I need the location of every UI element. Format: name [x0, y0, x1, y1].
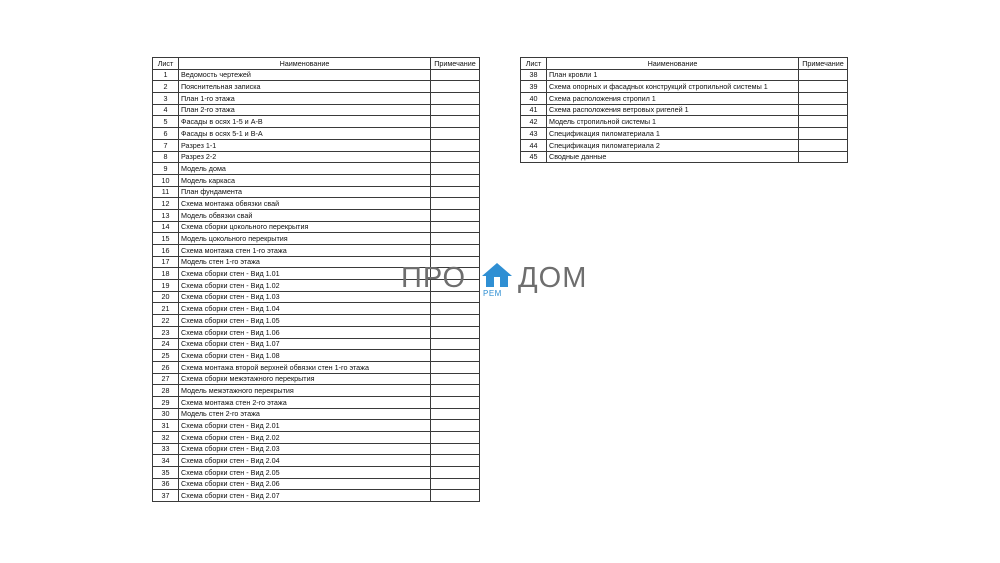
table-row [153, 69, 480, 81]
sheet-name-cell: Ведомость чертежей [179, 69, 431, 81]
sheet-note-cell [431, 221, 480, 233]
table-row [153, 490, 480, 502]
sheet-number-cell: 3 [153, 93, 179, 105]
sheet-number-cell: 33 [153, 443, 179, 455]
table-row [153, 326, 480, 338]
sheet-number-cell: 37 [153, 490, 179, 502]
sheet-name-cell: Разрез 1-1 [179, 139, 431, 151]
sheet-note-cell [799, 104, 848, 116]
header-name: Наименование [179, 58, 431, 70]
sheet-note-cell [431, 209, 480, 221]
sheet-name-cell: Схема сборки стен - Вид 1.02 [179, 280, 431, 292]
table-row [153, 350, 480, 362]
table-body-right [521, 69, 848, 163]
table-row [153, 432, 480, 444]
table-row [153, 245, 480, 257]
sheet-number-cell: 35 [153, 467, 179, 479]
sheet-name-cell: Схема сборки стен - Вид 2.02 [179, 432, 431, 444]
table-row [153, 104, 480, 116]
sheet-note-cell [431, 443, 480, 455]
sheet-number-cell: 39 [521, 81, 547, 93]
table-row [153, 233, 480, 245]
logo-text-left: ПРО [401, 262, 467, 294]
sheet-name-cell: Схема сборки стен - Вид 2.03 [179, 443, 431, 455]
sheet-name-cell: Схема опорных и фасадных конструкций стропильной системы 1 [547, 81, 799, 93]
sheet-note-cell [431, 303, 480, 315]
sheet-name-cell: Пояснительная записка [179, 81, 431, 93]
sheet-note-cell [431, 350, 480, 362]
sheet-name-cell: Модель обвязки свай [179, 209, 431, 221]
table-row [153, 338, 480, 350]
table-row [153, 315, 480, 327]
sheet-note-cell [431, 315, 480, 327]
sheet-number-cell: 30 [153, 408, 179, 420]
sheet-name-cell: Схема монтажа обвязки свай [179, 198, 431, 210]
sheet-note-cell [431, 104, 480, 116]
header-name: Наименование [547, 58, 799, 70]
sheet-number-cell: 23 [153, 326, 179, 338]
header-sheet: Лист [153, 58, 179, 70]
table-row [153, 443, 480, 455]
table-row [521, 116, 848, 128]
sheet-name-cell: Схема сборки стен - Вид 1.03 [179, 291, 431, 303]
sheet-number-cell: 31 [153, 420, 179, 432]
sheet-number-cell: 11 [153, 186, 179, 198]
sheet-name-cell: Схема сборки стен - Вид 2.06 [179, 478, 431, 490]
sheet-name-cell: Схема сборки стен - Вид 2.04 [179, 455, 431, 467]
sheet-name-cell: План кровли 1 [547, 69, 799, 81]
sheet-name-cell: Фасады в осях 1-5 и А-В [179, 116, 431, 128]
sheet-note-cell [431, 385, 480, 397]
sheet-number-cell: 13 [153, 209, 179, 221]
sheet-number-cell: 34 [153, 455, 179, 467]
sheet-number-cell: 44 [521, 139, 547, 151]
sheet-name-cell: Схема сборки стен - Вид 2.07 [179, 490, 431, 502]
sheet-number-cell: 24 [153, 338, 179, 350]
header-note: Примечание [431, 58, 480, 70]
table-header-row [521, 58, 848, 70]
sheet-name-cell: Схема сборки стен - Вид 1.04 [179, 303, 431, 315]
sheet-number-cell: 10 [153, 174, 179, 186]
sheet-name-cell: Схема сборки стен - Вид 1.07 [179, 338, 431, 350]
sheet-note-cell [799, 151, 848, 163]
sheet-name-cell: Схема монтажа второй верхней обвязки стен 1-го этажа [179, 361, 431, 373]
sheet-note-cell [431, 116, 480, 128]
sheet-note-cell [431, 408, 480, 420]
sheet-name-cell: Схема расположения ветровых ригелей 1 [547, 104, 799, 116]
sheet-number-cell: 15 [153, 233, 179, 245]
sheet-name-cell: Разрез 2-2 [179, 151, 431, 163]
sheet-note-cell [799, 139, 848, 151]
sheet-name-cell: Схема сборки стен - Вид 2.01 [179, 420, 431, 432]
table-row [153, 93, 480, 105]
table-row [153, 151, 480, 163]
sheet-number-cell: 1 [153, 69, 179, 81]
sheet-name-cell: Модель стропильной системы 1 [547, 116, 799, 128]
sheet-name-cell: Спецификация пиломатериала 2 [547, 139, 799, 151]
house-icon [481, 262, 513, 288]
sheet-note-cell [799, 93, 848, 105]
sheet-name-cell: План 1-го этажа [179, 93, 431, 105]
sheet-number-cell: 9 [153, 163, 179, 175]
sheet-note-cell [431, 455, 480, 467]
sheet-number-cell: 38 [521, 69, 547, 81]
sheet-note-cell [431, 338, 480, 350]
table-row [521, 81, 848, 93]
sheet-note-cell [431, 245, 480, 257]
header-sheet: Лист [521, 58, 547, 70]
sheet-number-cell: 18 [153, 268, 179, 280]
sheet-name-cell: Схема сборки стен - Вид 2.05 [179, 467, 431, 479]
sheet-number-cell: 2 [153, 81, 179, 93]
sheet-number-cell: 4 [153, 104, 179, 116]
sheet-name-cell: Схема сборки межэтажного перекрытия [179, 373, 431, 385]
sheet-name-cell: Схема сборки стен - Вид 1.05 [179, 315, 431, 327]
sheet-number-cell: 21 [153, 303, 179, 315]
sheet-note-cell [431, 326, 480, 338]
sheet-number-cell: 43 [521, 128, 547, 140]
table-row [153, 198, 480, 210]
table-row [153, 128, 480, 140]
sheet-name-cell: Спецификация пиломатериала 1 [547, 128, 799, 140]
sheet-name-cell: План 2-го этажа [179, 104, 431, 116]
sheet-name-cell: Схема монтажа стен 1-го этажа [179, 245, 431, 257]
table-row [521, 93, 848, 105]
sheet-name-cell: Модель дома [179, 163, 431, 175]
drawing-list-table-right [520, 57, 848, 163]
sheet-note-cell [431, 420, 480, 432]
logo-text-right: ДОМ [518, 262, 588, 294]
table-row [153, 116, 480, 128]
sheet-number-cell: 32 [153, 432, 179, 444]
sheet-number-cell: 19 [153, 280, 179, 292]
table-row [153, 139, 480, 151]
sheet-note-cell [431, 467, 480, 479]
sheet-name-cell: Схема сборки цокольного перекрытия [179, 221, 431, 233]
sheet-number-cell: 17 [153, 256, 179, 268]
sheet-name-cell: Схема сборки стен - Вид 1.06 [179, 326, 431, 338]
table-header-row [153, 58, 480, 70]
sheet-number-cell: 5 [153, 116, 179, 128]
sheet-number-cell: 27 [153, 373, 179, 385]
sheet-note-cell [431, 93, 480, 105]
sheet-number-cell: 8 [153, 151, 179, 163]
sheet-number-cell: 7 [153, 139, 179, 151]
sheet-number-cell: 14 [153, 221, 179, 233]
sheet-number-cell: 6 [153, 128, 179, 140]
sheet-number-cell: 42 [521, 116, 547, 128]
sheet-note-cell [431, 139, 480, 151]
sheet-number-cell: 12 [153, 198, 179, 210]
sheet-name-cell: Модель каркаса [179, 174, 431, 186]
sheet-name-cell: Сводные данные [547, 151, 799, 163]
sheet-number-cell: 29 [153, 396, 179, 408]
sheet-note-cell [431, 490, 480, 502]
sheet-name-cell: Модель цокольного перекрытия [179, 233, 431, 245]
sheet-number-cell: 45 [521, 151, 547, 163]
sheet-number-cell: 16 [153, 245, 179, 257]
sheet-note-cell [799, 69, 848, 81]
logo-subtext: РЕМ [483, 289, 502, 298]
table-row [153, 163, 480, 175]
sheet-note-cell [799, 116, 848, 128]
table-row [153, 209, 480, 221]
sheet-note-cell [431, 361, 480, 373]
table-row [153, 385, 480, 397]
sheet-number-cell: 36 [153, 478, 179, 490]
sheet-name-cell: Фасады в осях 5-1 и В-А [179, 128, 431, 140]
sheet-name-cell: Модель межэтажного перекрытия [179, 385, 431, 397]
sheet-number-cell: 41 [521, 104, 547, 116]
sheet-name-cell: Схема монтажа стен 2-го этажа [179, 396, 431, 408]
table-row [521, 139, 848, 151]
sheet-name-cell: Схема сборки стен - Вид 1.08 [179, 350, 431, 362]
table-row [153, 186, 480, 198]
table-row [153, 455, 480, 467]
header-note: Примечание [799, 58, 848, 70]
sheet-name-cell: Модель стен 2-го этажа [179, 408, 431, 420]
sheet-note-cell [431, 198, 480, 210]
sheet-note-cell [431, 174, 480, 186]
sheet-note-cell [431, 81, 480, 93]
sheet-note-cell [431, 186, 480, 198]
table-row [153, 408, 480, 420]
table-row [153, 396, 480, 408]
sheet-number-cell: 25 [153, 350, 179, 362]
sheet-note-cell [799, 128, 848, 140]
sheet-name-cell: Схема сборки стен - Вид 1.01 [179, 268, 431, 280]
table-row [153, 361, 480, 373]
sheet-number-cell: 22 [153, 315, 179, 327]
table-row [153, 467, 480, 479]
table-row [153, 420, 480, 432]
table-row [521, 104, 848, 116]
sheet-name-cell: Схема расположения стропил 1 [547, 93, 799, 105]
table-row [153, 478, 480, 490]
sheet-number-cell: 40 [521, 93, 547, 105]
sheet-number-cell: 28 [153, 385, 179, 397]
sheet-note-cell [431, 233, 480, 245]
sheet-name-cell: План фундамента [179, 186, 431, 198]
table-row [521, 69, 848, 81]
sheet-note-cell [431, 151, 480, 163]
sheet-note-cell [431, 163, 480, 175]
table-row [153, 221, 480, 233]
sheet-note-cell [431, 69, 480, 81]
sheet-note-cell [431, 478, 480, 490]
sheet-note-cell [431, 373, 480, 385]
sheet-note-cell [431, 396, 480, 408]
prodom-logo [401, 262, 601, 302]
table-row [153, 373, 480, 385]
table-row [521, 151, 848, 163]
table-row [153, 81, 480, 93]
table-row [153, 303, 480, 315]
sheet-note-cell [799, 81, 848, 93]
sheet-note-cell [431, 128, 480, 140]
sheet-number-cell: 20 [153, 291, 179, 303]
sheet-note-cell [431, 432, 480, 444]
table-row [521, 128, 848, 140]
table-row [153, 174, 480, 186]
sheet-name-cell: Модель стен 1-го этажа [179, 256, 431, 268]
sheet-number-cell: 26 [153, 361, 179, 373]
